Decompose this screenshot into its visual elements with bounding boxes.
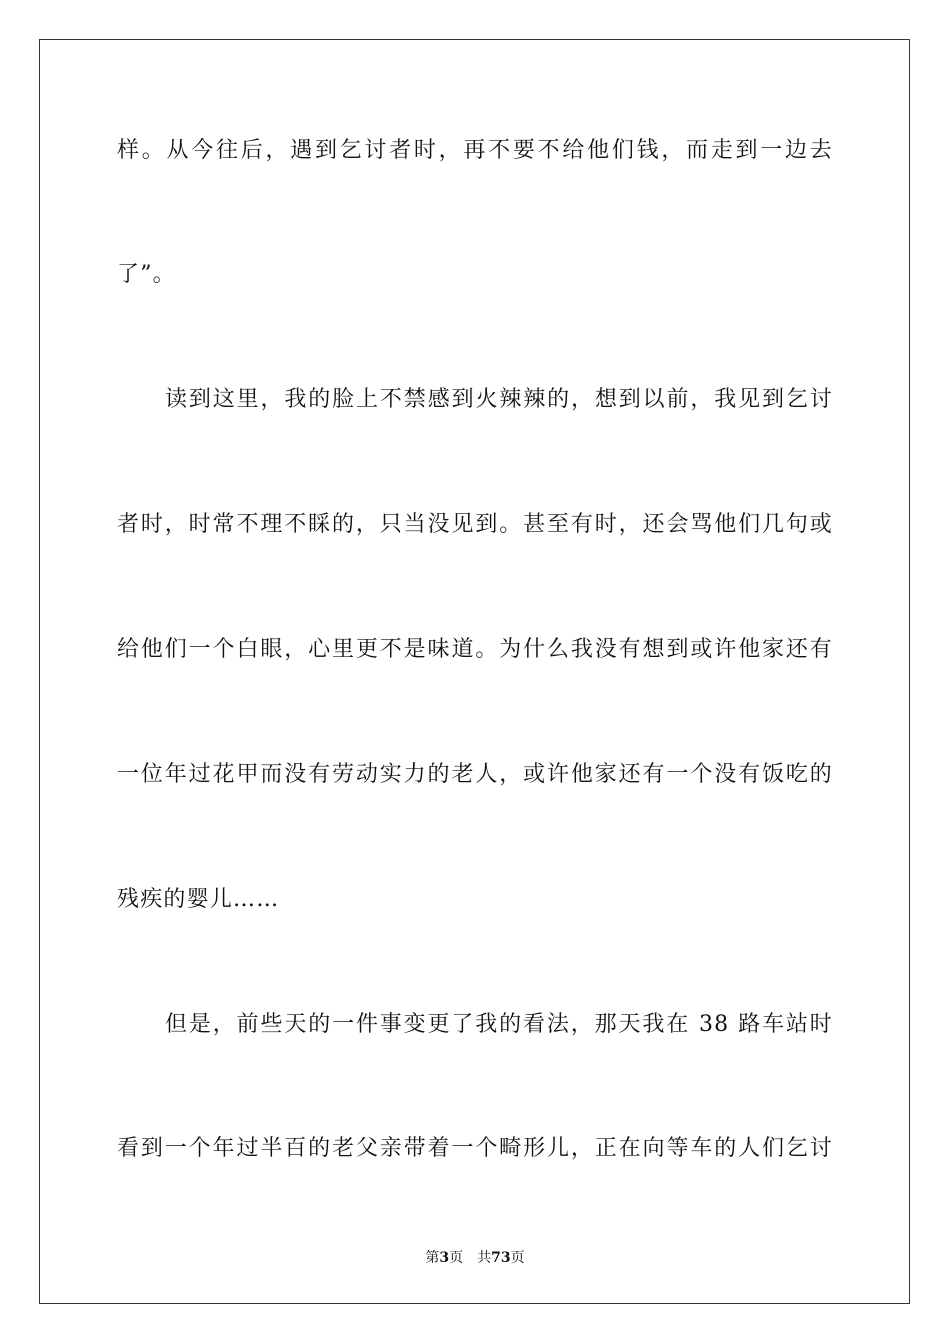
text-line-3: 读到这里，我的脸上不禁感到火辣辣的，想到以前，我见到乞讨 bbox=[165, 387, 833, 412]
text-line-5: 给他们一个白眼，心里更不是味道。为什么我没有想到或许他家还有 bbox=[117, 637, 833, 662]
text-line-9: 看到一个年过半百的老父亲带着一个畸形儿，正在向等车的人们乞讨 bbox=[117, 1136, 833, 1161]
page-number: 3 bbox=[439, 1250, 450, 1266]
text-line-8: 但是，前些天的一件事变更了我的看法，那天我在 38 路车站时 bbox=[165, 1012, 833, 1037]
text-line-4: 者时，时常不理不睬的，只当没见到。甚至有时，还会骂他们几句或 bbox=[117, 512, 833, 537]
total-pages: 73 bbox=[491, 1250, 511, 1266]
page-prefix: 第 bbox=[425, 1250, 440, 1266]
text-line-1: 样。从今往后，遇到乞讨者时，再不要不给他们钱，而走到一边去 bbox=[117, 138, 833, 163]
text-line-6: 一位年过花甲而没有劳动实力的老人，或许他家还有一个没有饭吃的 bbox=[117, 762, 833, 787]
page-suffix: 页 bbox=[449, 1250, 464, 1266]
text-line-7: 残疾的婴儿…… bbox=[117, 887, 280, 912]
total-prefix: 共 bbox=[477, 1250, 492, 1266]
page-border bbox=[39, 39, 910, 1304]
text-line-2: 了”。 bbox=[117, 262, 176, 287]
page-footer bbox=[0, 1248, 950, 1268]
total-suffix: 页 bbox=[510, 1250, 525, 1266]
